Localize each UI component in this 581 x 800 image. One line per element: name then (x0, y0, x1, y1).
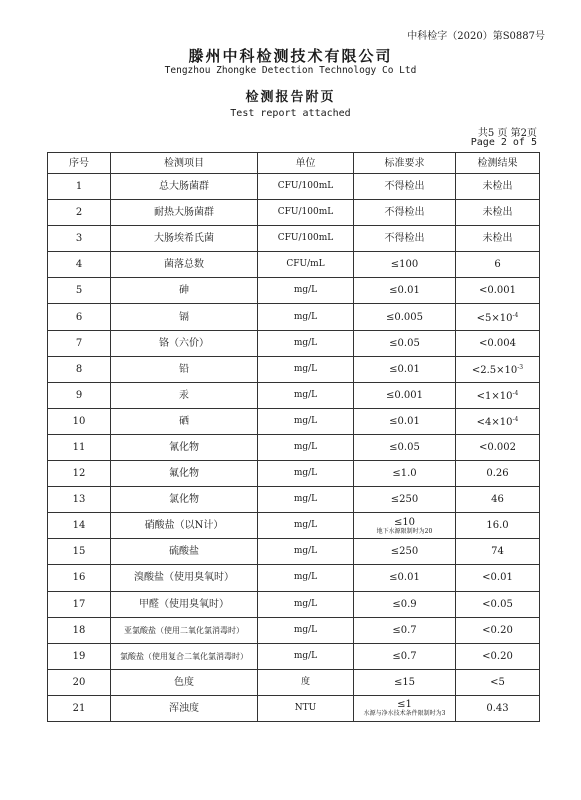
table-row (48, 356, 540, 382)
standard-value: 不得检出 (384, 181, 425, 193)
result-exponent: -4 (512, 416, 519, 424)
standard-requirement (354, 617, 456, 643)
result-exponent: -4 (512, 390, 519, 398)
test-item: 氰化物 (111, 434, 258, 460)
standard-value: ≤10 (393, 516, 416, 528)
standard-requirement (354, 669, 456, 695)
row-number: 12 (48, 461, 111, 487)
table-row (48, 408, 540, 434)
test-result: <0.20 (456, 617, 540, 643)
test-item: 铬（六价） (111, 330, 258, 356)
test-item: 砷 (111, 278, 258, 304)
table-row (48, 591, 540, 617)
unit: mg/L (258, 461, 354, 487)
standard-value: 不得检出 (384, 233, 425, 245)
test-result: <0.01 (456, 565, 540, 591)
unit: mg/L (258, 487, 354, 513)
unit: mg/L (258, 513, 354, 539)
test-item: 溴酸盐（使用臭氧时） (111, 565, 258, 591)
table-row (48, 565, 540, 591)
standard-value: ≤0.005 (385, 311, 423, 323)
standard-value: ≤1 (397, 699, 412, 711)
test-item: 亚氯酸盐（使用二氧化氯消毒时） (111, 617, 258, 643)
result-value: <2.5×10 (471, 365, 518, 377)
test-item: 色度 (111, 669, 258, 695)
table-row (48, 252, 540, 278)
table-row (48, 539, 540, 565)
standard-requirement (354, 408, 456, 434)
table-row (48, 226, 540, 252)
report-number: 中科检字（2020）第S0887号 (407, 31, 545, 42)
standard-requirement (354, 226, 456, 252)
result-value: <1×10 (476, 391, 513, 403)
unit: mg/L (258, 643, 354, 669)
test-result: 未检出 (456, 200, 540, 226)
standard-value: ≤0.01 (389, 363, 420, 375)
test-result: <0.002 (456, 434, 540, 460)
test-item: 硫酸盐 (111, 539, 258, 565)
standard-requirement (354, 461, 456, 487)
column-header-item: 检测项目 (111, 153, 258, 174)
standard-value: ≤0.01 (389, 572, 420, 584)
unit: 度 (258, 669, 354, 695)
unit: CFU/100mL (258, 200, 354, 226)
standard-value: ≤250 (390, 546, 419, 558)
test-item: 甲醛（使用臭氧时） (111, 591, 258, 617)
test-result: 未检出 (456, 226, 540, 252)
test-result: 16.0 (456, 513, 540, 539)
result-exponent: -3 (517, 364, 524, 372)
unit: mg/L (258, 565, 354, 591)
standard-value: ≤0.05 (389, 337, 420, 349)
test-result (456, 304, 540, 330)
test-result: <0.004 (456, 330, 540, 356)
row-number: 3 (48, 226, 111, 252)
company-name-en: Tengzhou Zhongke Detection Technology Co Ltd (164, 65, 417, 76)
test-result (456, 356, 540, 382)
unit: mg/L (258, 330, 354, 356)
table-row (48, 278, 540, 304)
table-body (48, 174, 540, 722)
result-value: <5×10 (476, 313, 513, 325)
test-item: 耐热大肠菌群 (111, 200, 258, 226)
standard-note: 水源与净水技术条件限制时为3 (363, 710, 446, 718)
standard-requirement (354, 252, 456, 278)
test-result: 0.26 (456, 461, 540, 487)
standard-requirement (354, 278, 456, 304)
row-number: 19 (48, 643, 111, 669)
unit: mg/L (258, 356, 354, 382)
table-row (48, 643, 540, 669)
test-result (456, 408, 540, 434)
page-count-en: Page 2 of 5 (470, 137, 537, 148)
standard-requirement (354, 174, 456, 200)
standard-requirement (354, 513, 456, 539)
row-number: 6 (48, 304, 111, 330)
standard-value: ≤15 (393, 676, 416, 688)
standard-value: ≤0.01 (389, 415, 420, 427)
row-number: 17 (48, 591, 111, 617)
table-row (48, 330, 540, 356)
table-row (48, 617, 540, 643)
table-row (48, 382, 540, 408)
test-result: 46 (456, 487, 540, 513)
standard-value: ≤0.05 (389, 441, 420, 453)
test-item: 硒 (111, 408, 258, 434)
unit: NTU (258, 695, 354, 721)
column-header-result: 检测结果 (456, 153, 540, 174)
unit: CFU/mL (258, 252, 354, 278)
standard-requirement (354, 643, 456, 669)
standard-value: ≤100 (390, 259, 419, 271)
unit: mg/L (258, 304, 354, 330)
test-result: 74 (456, 539, 540, 565)
row-number: 5 (48, 278, 111, 304)
standard-requirement (354, 356, 456, 382)
row-number: 10 (48, 408, 111, 434)
row-number: 4 (48, 252, 111, 278)
standard-value: ≤0.7 (392, 650, 417, 662)
test-result: 0.43 (456, 695, 540, 721)
standard-value: ≤0.01 (389, 285, 420, 297)
unit: mg/L (258, 382, 354, 408)
standard-requirement (354, 565, 456, 591)
test-result: <0.20 (456, 643, 540, 669)
test-item: 镉 (111, 304, 258, 330)
row-number: 1 (48, 174, 111, 200)
standard-requirement (354, 200, 456, 226)
table-row (48, 487, 540, 513)
test-results-table (47, 152, 540, 722)
page-title-cn: 检测报告附页 (245, 90, 336, 105)
test-item: 总大肠菌群 (111, 174, 258, 200)
company-name-cn: 滕州中科检测技术有限公司 (188, 47, 393, 65)
page-count-cn: 共5 页 第2页 (477, 128, 537, 139)
column-header-standard: 标准要求 (354, 153, 456, 174)
standard-value: 不得检出 (384, 207, 425, 219)
row-number: 21 (48, 695, 111, 721)
test-item: 氯酸盐（使用复合二氧化氯消毒时） (111, 643, 258, 669)
test-result: <0.001 (456, 278, 540, 304)
test-item: 氯化物 (111, 487, 258, 513)
test-result: <5 (456, 669, 540, 695)
test-item: 菌落总数 (111, 252, 258, 278)
table-header-row (48, 153, 540, 174)
row-number: 2 (48, 200, 111, 226)
table-row (48, 669, 540, 695)
test-result: 未检出 (456, 174, 540, 200)
row-number: 18 (48, 617, 111, 643)
unit: CFU/100mL (258, 226, 354, 252)
test-item: 大肠埃希氏菌 (111, 226, 258, 252)
table-row (48, 695, 540, 721)
test-item: 汞 (111, 382, 258, 408)
table-row (48, 200, 540, 226)
row-number: 9 (48, 382, 111, 408)
table-row (48, 461, 540, 487)
table-row (48, 434, 540, 460)
standard-requirement (354, 434, 456, 460)
row-number: 11 (48, 434, 111, 460)
page-title-en: Test report attached (230, 108, 351, 119)
standard-value: ≤0.9 (392, 598, 417, 610)
row-number: 20 (48, 669, 111, 695)
result-exponent: -4 (512, 312, 519, 320)
row-number: 8 (48, 356, 111, 382)
test-item: 硝酸盐（以N计） (111, 513, 258, 539)
row-number: 7 (48, 330, 111, 356)
table-row (48, 174, 540, 200)
test-result: 6 (456, 252, 540, 278)
standard-requirement (354, 330, 456, 356)
test-item: 浑浊度 (111, 695, 258, 721)
unit: mg/L (258, 539, 354, 565)
test-item: 铅 (111, 356, 258, 382)
unit: CFU/100mL (258, 174, 354, 200)
test-result: <0.05 (456, 591, 540, 617)
row-number: 16 (48, 565, 111, 591)
column-header-no: 序号 (48, 153, 111, 174)
standard-value: ≤0.001 (385, 389, 423, 401)
standard-value: ≤0.7 (392, 624, 417, 636)
row-number: 14 (48, 513, 111, 539)
column-header-unit: 单位 (258, 153, 354, 174)
standard-requirement (354, 539, 456, 565)
standard-requirement (354, 591, 456, 617)
unit: mg/L (258, 434, 354, 460)
row-number: 15 (48, 539, 111, 565)
test-result (456, 382, 540, 408)
unit: mg/L (258, 278, 354, 304)
unit: mg/L (258, 617, 354, 643)
standard-requirement (354, 304, 456, 330)
standard-value: ≤250 (390, 494, 419, 506)
standard-requirement (354, 695, 456, 721)
unit: mg/L (258, 408, 354, 434)
result-value: <4×10 (476, 417, 513, 429)
row-number: 13 (48, 487, 111, 513)
unit: mg/L (258, 591, 354, 617)
standard-value: ≤1.0 (392, 468, 417, 480)
standard-requirement (354, 382, 456, 408)
table-row (48, 513, 540, 539)
table-row (48, 304, 540, 330)
test-item: 氟化物 (111, 461, 258, 487)
standard-requirement (354, 487, 456, 513)
standard-note: 地下水源限制时为20 (376, 527, 433, 535)
